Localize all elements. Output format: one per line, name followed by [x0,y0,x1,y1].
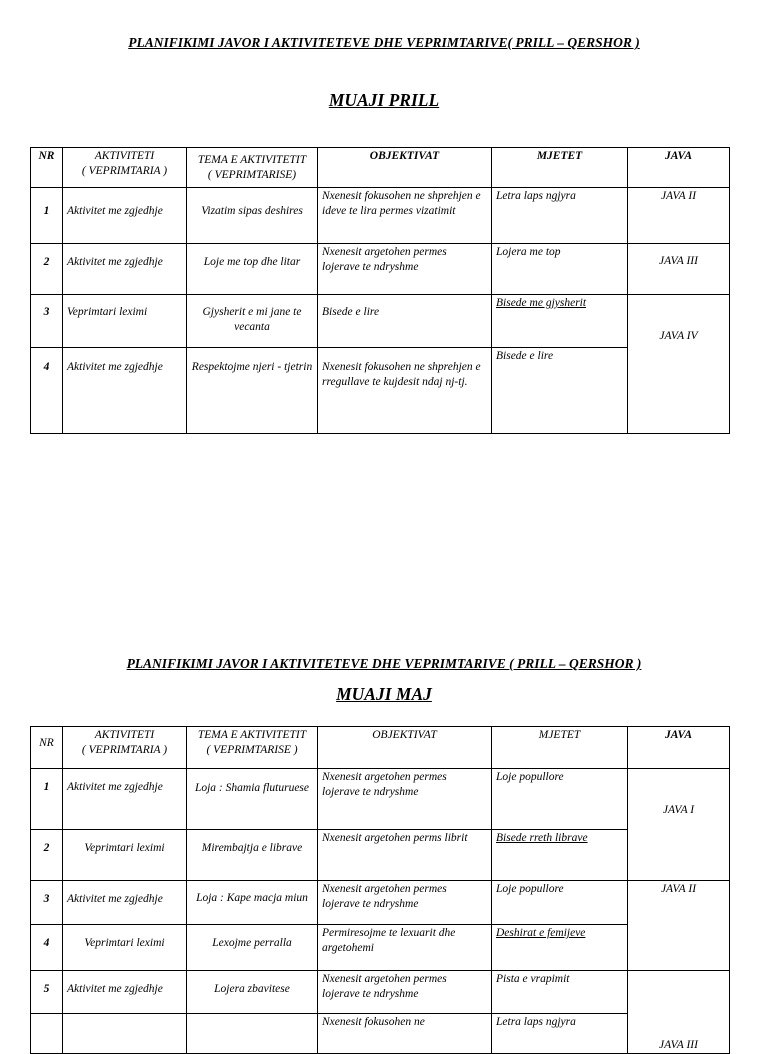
row-aktiviteti: Aktivitet me zgjedhje [63,971,187,1014]
row-tema: Loja : Kape macja miun [187,881,318,925]
row-mjetet: Pista e vrapimit [492,971,628,1014]
row-objektivat: Nxenesit argetohen permes lojerave te ndryshme [318,971,492,1014]
row-aktiviteti [63,1014,187,1054]
row-objektivat: Nxenesit fokusohen ne shprehjen e rregullave te kujdesit ndaj nj-tj. [318,348,492,434]
header-tema [187,727,318,769]
header-mjetet: MJETET [492,148,628,188]
row-mjetet: Loje popullore [492,769,628,830]
april-activities-table [30,147,730,434]
header-aktiviteti [63,148,187,188]
row-nr: 2 [31,244,63,295]
table-row [31,188,730,244]
row-tema [187,1014,318,1054]
table-row [31,925,730,971]
table-header-row [31,148,730,188]
row-nr: 5 [31,971,63,1014]
row-mjetet: Lojera me top [492,244,628,295]
header-java: JAVA [628,148,730,188]
header-aktiviteti-line1: AKTIVITETI [94,150,155,162]
header-nr: NR [31,148,63,188]
row-java: JAVA III [628,244,730,295]
row-mjetet: Bisede e lire [492,348,628,434]
row-tema: Lojera zbavitese [187,971,318,1014]
table-row [31,244,730,295]
row-java: JAVA IV [628,295,730,434]
row-nr: 4 [31,348,63,434]
row-objektivat: Permiresojme te lexuarit dhe argetohemi [318,925,492,971]
header-aktiviteti-line2: ( VEPRIMTARIA ) [81,165,168,177]
table-row [31,881,730,925]
row-mjetet [492,295,628,348]
row-nr [31,1014,63,1054]
header-aktiviteti [63,727,187,769]
row-aktiviteti: Veprimtari leximi [63,295,187,348]
row-nr: 3 [31,295,63,348]
row-aktiviteti: Aktivitet me zgjedhje [63,188,187,244]
plan-title-april: PLANIFIKIMI JAVOR I AKTIVITETEVE DHE VEPRIMTARIVE( PRILL – QERSHOR ) [128,35,640,50]
row-mjetet: Letra laps ngjyra [492,188,628,244]
table-row [31,830,730,881]
row-java: JAVA III [628,971,730,1054]
row-aktiviteti: Aktivitet me zgjedhje [63,881,187,925]
row-nr: 1 [31,188,63,244]
row-aktiviteti: Aktivitet me zgjedhje [63,244,187,295]
row-tema: Mirembajtja e librave [187,830,318,881]
row-tema: Respektojme njeri - tjetrin [187,348,318,434]
row-tema: Loje me top dhe litar [187,244,318,295]
table-header-row [31,727,730,769]
header-tema-line1: TEMA E AKTIVITETIT [197,153,307,166]
row-aktiviteti: Veprimtari leximi [63,830,187,881]
row-java: JAVA II [628,188,730,244]
row-mjetet [492,830,628,881]
row-objektivat: Nxenesit argetohen perms librit [318,830,492,881]
month-title-may: MUAJI MAJ [336,684,432,704]
row-nr: 4 [31,925,63,971]
month-title-april: MUAJI PRILL [328,90,440,110]
header-tema-line2: ( VEPRIMTARISE ) [206,744,298,756]
row-tema: Vizatim sipas deshires [187,188,318,244]
row-objektivat: Nxenesit fokusohen ne shprehjen e ideve te lira permes vizatimit [318,188,492,244]
row-nr: 3 [31,881,63,925]
table-row [31,295,730,348]
row-mjetet [492,925,628,971]
header-objektivat: OBJEKTIVAT [318,148,492,188]
row-java: JAVA I [628,769,730,881]
row-aktiviteti: Veprimtari leximi [63,925,187,971]
header-tema-line2: ( VEPRIMTARISE) [207,168,297,181]
header-objektivat: OBJEKTIVAT [318,727,492,769]
row-mjetet-text: Deshirat e femijeve [496,927,586,939]
row-objektivat: Nxenesit argetohen permes lojerave te ndryshme [318,769,492,830]
row-tema: Lexojme perralla [187,925,318,971]
table-row [31,348,730,434]
row-objektivat: Nxenesit argetohen permes lojerave te ndryshme [318,881,492,925]
row-mjetet: Letra laps ngjyra [492,1014,628,1054]
row-mjetet-text: Bisede rreth librave [496,832,588,844]
header-java: JAVA [628,727,730,769]
row-tema: Loja : Shamia fluturuese [187,769,318,830]
row-tema: Gjysherit e mi jane te vecanta [187,295,318,348]
row-aktiviteti: Aktivitet me zgjedhje [63,769,187,830]
table-row [31,971,730,1014]
plan-title-may: PLANIFIKIMI JAVOR I AKTIVITETEVE DHE VEPRIMTARIVE ( PRILL – QERSHOR ) [126,656,642,671]
row-nr: 2 [31,830,63,881]
row-objektivat: Nxenesit fokusohen ne [318,1014,492,1054]
row-nr: 1 [31,769,63,830]
may-activities-table [30,726,730,1054]
header-aktiviteti-line1: AKTIVITETI [94,729,155,741]
header-aktiviteti-line2: ( VEPRIMTARIA ) [81,744,168,756]
row-objektivat: Nxenesit argetohen permes lojerave te ndryshme [318,244,492,295]
header-tema-line1: TEMA E AKTIVITETIT [197,729,307,741]
row-mjetet-text: Bisede me gjysherit [496,297,587,309]
header-nr: NR [31,727,63,769]
header-tema [187,148,318,188]
row-java: JAVA II [628,881,730,971]
row-objektivat: Bisede e lire [318,295,492,348]
row-aktiviteti: Aktivitet me zgjedhje [63,348,187,434]
table-row [31,769,730,830]
header-mjetet: MJETET [492,727,628,769]
table-row [31,1014,730,1054]
row-mjetet: Loje popullore [492,881,628,925]
